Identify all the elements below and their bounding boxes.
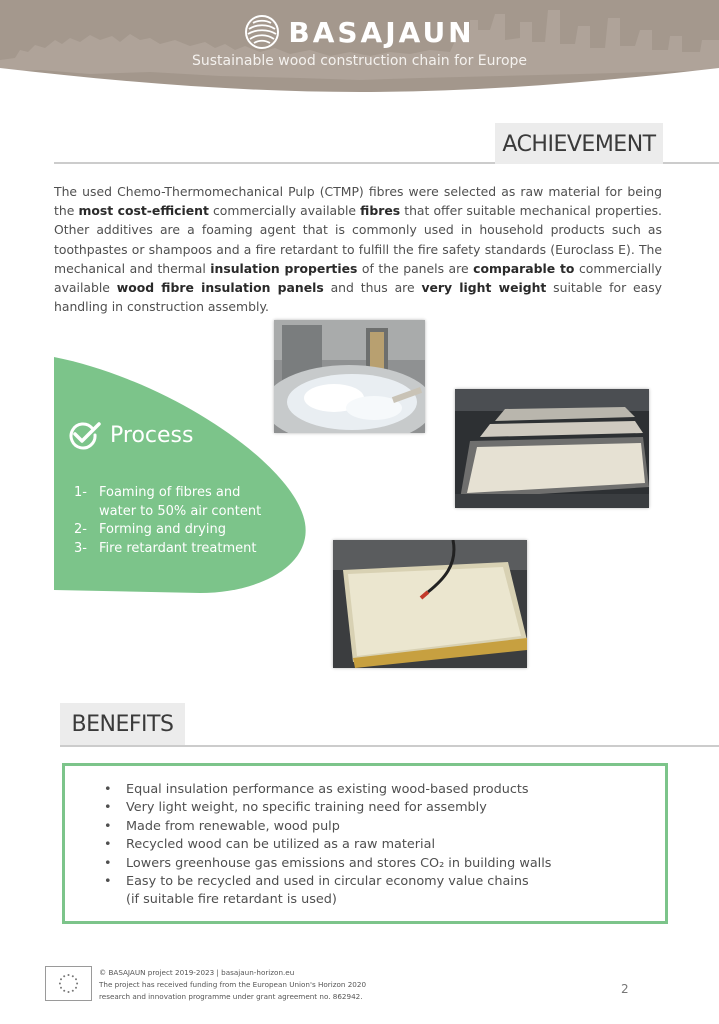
benefit-item [104,818,551,836]
footer-text [99,967,366,1002]
body-text: that offer suitable mechanical properties. Other additives are a foaming agent that is commonly used in household products such as toothpastes or shampoos and a fire retardant to fulfill the fire safety standards (Euroclass E). The mechanical and thermal [54,203,662,276]
benefit-text: Lowers greenhouse gas emissions and stores CO₂ in building walls [126,855,552,871]
bullet-icon: • [104,874,112,890]
bullet-icon: • [104,782,112,797]
benefit-text: Equal insulation performance as existing wood-based products [126,782,529,797]
body-text: and thus are [323,280,422,296]
process-step: 2- Forming and drying [74,522,226,537]
check-circle-icon [66,420,102,450]
footer-line: © BASAJAUN project 2019-2023 | basajaun-horizon.eu [99,968,295,977]
benefit-item [104,836,551,854]
benefits-divider [60,745,719,747]
benefit-text: Easy to be recycled and used in circular economy value chains (if suitable fire retardant is used) [126,874,529,908]
benefits-heading: BENEFITS [60,703,185,745]
body-text: The used Chemo-Thermomechanical Pulp (CTMP) fibres were selected as raw material for being the [54,184,662,219]
body-text: suitable for easy handling in construction assembly. [54,280,663,315]
achievement-paragraph [54,182,662,316]
footer-line: The project has received funding from the European Union's Horizon 2020 [99,979,367,989]
footer-line: research and innovation programme under grant agreement no. 862942. [99,991,363,1001]
benefit-text: Very light weight, no specific training need for assembly [126,800,487,816]
bullet-icon: • [104,818,112,834]
header-banner [0,0,719,92]
process-green-panel [0,355,310,595]
emphasis-text: insulation properties [210,260,358,276]
benefit-text: Recycled wood can be utilized as a raw material [126,837,435,853]
emphasis-text: wood fibre insulation panels [116,280,324,296]
bullet-icon: • [104,837,112,853]
emphasis-text: most cost-efficient [78,203,209,219]
wood-rings-logo-icon [244,14,280,50]
benefits-list [104,781,551,910]
benefit-item [104,873,551,910]
process-step: 3- Fire retardant treatment [74,540,257,556]
fire-retardant-spray-photo [333,540,527,668]
body-text: of the panels are [357,260,474,276]
emphasis-text: fibres [360,203,401,219]
brand-tagline: Sustainable wood construction chain for Europe [191,53,528,69]
forming-mould-photo [455,389,649,508]
body-text: commercially available [208,203,361,219]
process-step: 1- Foaming of fibres and water to 50% air content [74,485,262,519]
page-number: 2 [621,982,629,996]
emphasis-text: comparable to [473,260,575,276]
process-steps [74,484,274,558]
achievement-heading: ACHIEVEMENT [495,123,663,164]
emphasis-text: very light weight [421,280,547,296]
benefit-item [104,855,551,873]
body-text: commercially available [54,260,662,296]
benefit-item [104,799,551,817]
foam-tank-photo [274,320,425,433]
benefit-item [104,781,551,799]
bullet-icon: • [104,855,112,871]
eu-flag-icon [45,966,92,1001]
bullet-icon: • [104,800,112,816]
process-title [66,420,193,450]
brand-name: BASAJAUN [288,15,475,49]
benefit-text: Made from renewable, wood pulp [126,818,340,834]
process-title-text: Process [110,422,194,448]
